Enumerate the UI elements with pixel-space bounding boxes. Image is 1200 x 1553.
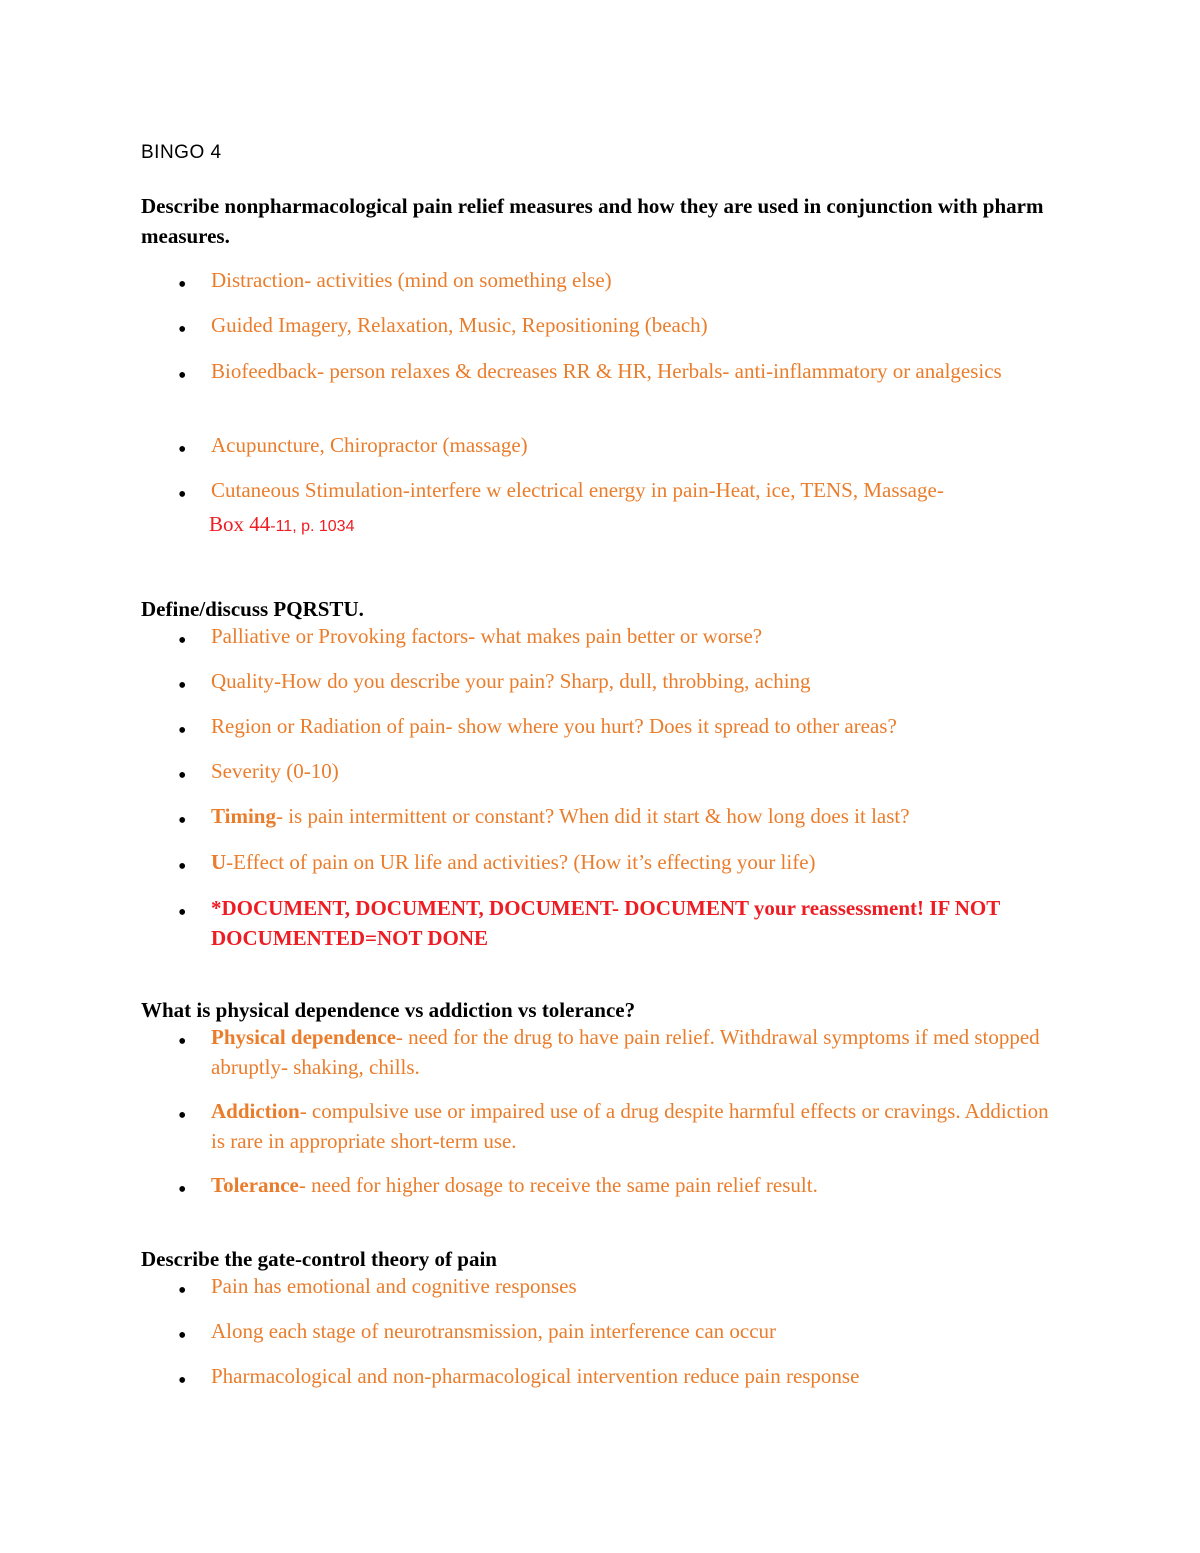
question-pqrstu: Define/discuss PQRSTU. (141, 597, 364, 621)
bullet-icon (178, 908, 188, 918)
list-item: Distraction- activities (mind on something else) (211, 268, 612, 292)
question-nonpharm: Describe nonpharmacological pain relief measures and how they are used in conjunction with pharm measures. (141, 194, 1044, 248)
bullet-icon (178, 862, 188, 872)
list-item-u (211, 847, 1061, 877)
list-item: Palliative or Provoking factors- what makes pain better or worse? (211, 624, 763, 648)
bullet-icon (178, 816, 188, 826)
box-reference-b: -11, p. 1034 (270, 518, 355, 535)
list-item-physical-dependence (211, 1022, 1061, 1082)
list-item: Cutaneous Stimulation-interfere w electrical energy in pain-Heat, ice, TENS, Massage- (211, 478, 944, 502)
u-text: -Effect of pain on UR life and activities? (How it’s effecting your life) (226, 850, 816, 874)
box-reference (209, 509, 354, 542)
bullet-icon (178, 771, 188, 781)
question-dependence: What is physical dependence vs addiction vs tolerance? (141, 998, 636, 1022)
bullet-icon (178, 445, 188, 455)
item-text: - compulsive use or impaired use of a drug despite harmful effects or cravings. Addiction is rare in appropriate short-term use. (211, 1099, 1049, 1153)
bullet-icon (178, 726, 188, 736)
bullet-icon (178, 1185, 188, 1195)
list-item: Quality-How do you describe your pain? Sharp, dull, throbbing, aching (211, 669, 811, 693)
bullet-icon (178, 681, 188, 691)
list-item: Guided Imagery, Relaxation, Music, Repositioning (beach) (211, 313, 708, 337)
u-label: U (211, 850, 227, 874)
item-text: - need for higher dosage to receive the same pain relief result. (298, 1173, 818, 1197)
item-label: Physical dependence (211, 1025, 396, 1049)
document-title: BINGO 4 (141, 142, 222, 163)
bullet-icon (178, 1331, 188, 1341)
document-note: *DOCUMENT, DOCUMENT, DOCUMENT- DOCUMENT your reassessment! IF NOT DOCUMENTED=NOT DONE (211, 896, 1000, 950)
timing-label: Timing (211, 804, 276, 828)
list-item-addiction (211, 1096, 1061, 1156)
bullet-icon (178, 636, 188, 646)
bullet-icon (178, 371, 188, 381)
list-item: Acupuncture, Chiropractor (massage) (211, 433, 528, 457)
list-item: Severity (0-10) (211, 759, 339, 783)
item-text: - need for the drug to have pain relief. Withdrawal symptoms if med stopped abruptly- shaking, chills. (211, 1025, 1040, 1079)
list-item: Biofeedback- person relaxes & decreases RR & HR, Herbals- anti-inflammatory or analgesics (211, 359, 1002, 383)
list-item-timing (211, 801, 1061, 831)
bullet-icon (178, 490, 188, 500)
box-reference-a: Box 44 (209, 512, 271, 536)
bullet-icon (178, 1111, 188, 1121)
bullet-icon (178, 280, 188, 290)
item-label: Addiction (211, 1099, 300, 1123)
list-item: Pharmacological and non-pharmacological intervention reduce pain response (211, 1364, 860, 1388)
bullet-icon (178, 1037, 188, 1047)
bullet-icon (178, 325, 188, 335)
list-item: Pain has emotional and cognitive responses (211, 1274, 577, 1298)
timing-text: - is pain intermittent or constant? When did it start & how long does it last? (275, 804, 910, 828)
question-gate-control: Describe the gate-control theory of pain (141, 1247, 497, 1271)
bullet-icon (178, 1286, 188, 1296)
list-item: Along each stage of neurotransmission, pain interference can occur (211, 1319, 777, 1343)
list-item: Region or Radiation of pain- show where you hurt? Does it spread to other areas? (211, 714, 897, 738)
item-label: Tolerance (211, 1173, 299, 1197)
list-item-tolerance (211, 1170, 1061, 1200)
bullet-icon (178, 1376, 188, 1386)
